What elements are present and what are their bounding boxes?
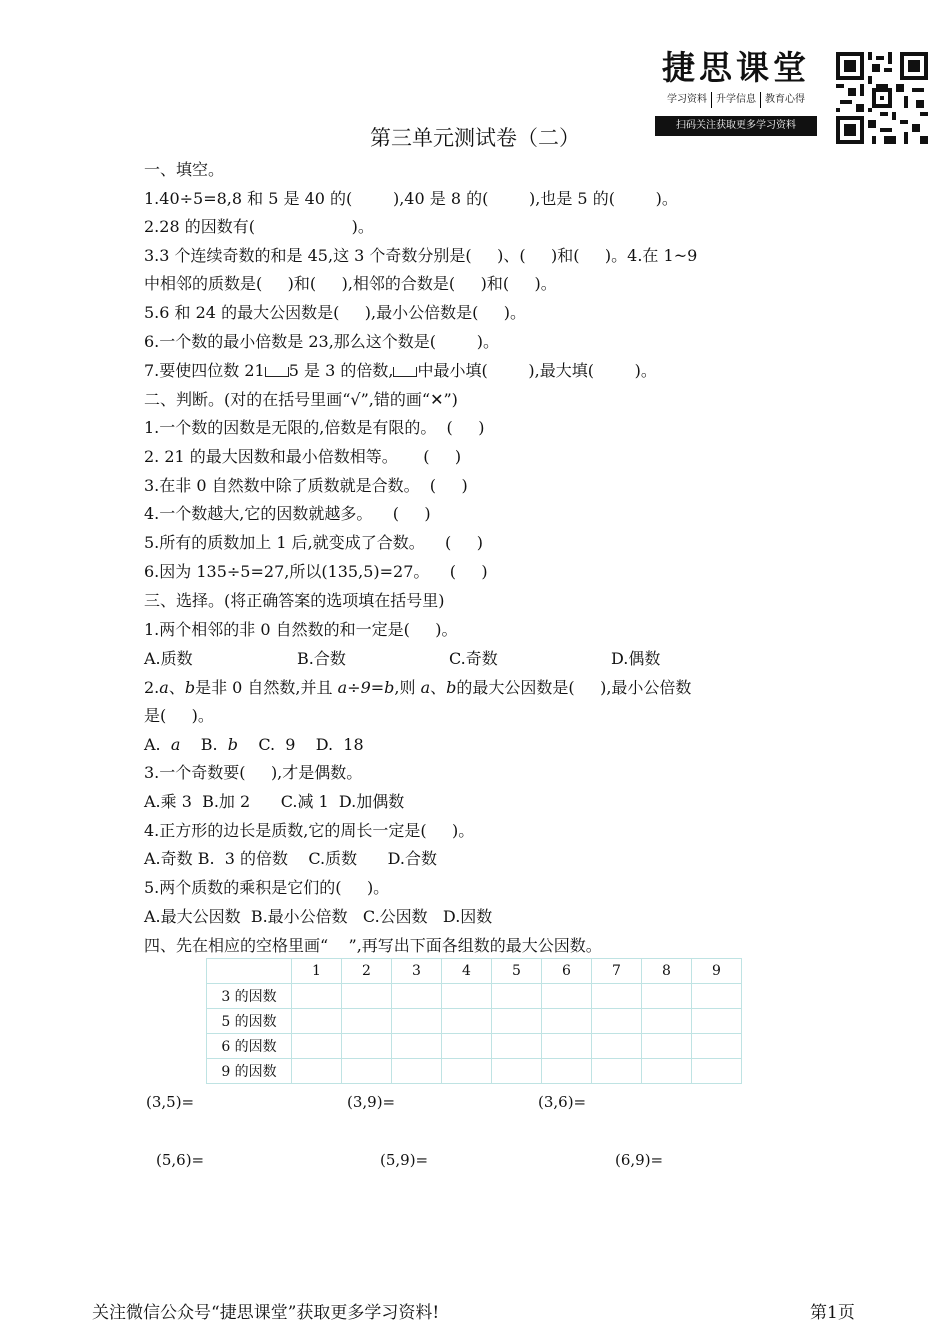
brand-tag: 学习资料 bbox=[667, 94, 707, 105]
brand-tags bbox=[655, 92, 817, 108]
answer-cell[interactable] bbox=[292, 984, 342, 1009]
question-text: 4.正方形的边长是质数,它的周长一定是( )。 bbox=[144, 821, 475, 840]
question-part: 2. bbox=[144, 678, 160, 697]
answer-cell[interactable] bbox=[392, 984, 442, 1009]
answer-cell[interactable] bbox=[342, 984, 392, 1009]
column-header: 3 bbox=[392, 959, 442, 984]
answer-cell[interactable] bbox=[442, 984, 492, 1009]
variable-b: b bbox=[184, 678, 196, 697]
option-label: C. 9 D. 18 bbox=[258, 735, 364, 754]
expression: a÷9=b bbox=[337, 678, 395, 697]
answer-cell[interactable] bbox=[442, 1009, 492, 1034]
column-header: 9 bbox=[692, 959, 742, 984]
question-text: 5.6 和 24 的最大公因数是( ),最小公倍数是( )。 bbox=[144, 303, 526, 322]
brand-slogan: 扫码关注获取更多学习资料 bbox=[655, 116, 817, 136]
gcd-answer: (5,6)= bbox=[156, 1151, 205, 1169]
brand-title: 捷思课堂 bbox=[662, 48, 810, 87]
options-row: A.最大公因数 B.最小公倍数 C.公因数 D.因数 bbox=[144, 907, 493, 926]
row-label: 5 的因数 bbox=[207, 1009, 292, 1034]
answer-cell[interactable] bbox=[642, 1059, 692, 1084]
table-corner bbox=[207, 959, 292, 984]
question-text: 6.因为 135÷5=27,所以(135,5)=27。 ( ) bbox=[144, 562, 488, 581]
column-header: 2 bbox=[342, 959, 392, 984]
gcd-answer: (3,5)= bbox=[146, 1093, 195, 1111]
variable-b: b bbox=[227, 735, 238, 754]
answer-cell[interactable] bbox=[342, 1059, 392, 1084]
question-part: 的最大公因数是( ),最小公倍数 bbox=[456, 678, 692, 697]
variable-b: b bbox=[446, 678, 457, 697]
answer-cell[interactable] bbox=[692, 1059, 742, 1084]
answer-cell[interactable] bbox=[642, 1034, 692, 1059]
question-text: 是( )。 bbox=[144, 706, 214, 725]
question-text bbox=[144, 677, 691, 699]
answer-cell[interactable] bbox=[542, 1009, 592, 1034]
option-c: C.奇数 bbox=[449, 649, 498, 668]
section-heading: 四、先在相应的空格里画“ ”,再写出下面各组数的最大公因数。 bbox=[144, 936, 602, 955]
options-row bbox=[144, 734, 364, 756]
question-text: 5.两个质数的乘积是它们的( )。 bbox=[144, 878, 390, 897]
column-header: 7 bbox=[592, 959, 642, 984]
column-header: 4 bbox=[442, 959, 492, 984]
answer-cell[interactable] bbox=[692, 1034, 742, 1059]
question-text bbox=[144, 360, 657, 382]
answer-cell[interactable] bbox=[292, 1009, 342, 1034]
digit-blank bbox=[265, 367, 289, 377]
section-heading: 三、选择。(将正确答案的选项填在括号里) bbox=[144, 591, 445, 610]
answer-cell[interactable] bbox=[592, 1009, 642, 1034]
answer-cell[interactable] bbox=[542, 984, 592, 1009]
option-b: B.合数 bbox=[297, 649, 346, 668]
answer-cell[interactable] bbox=[592, 1059, 642, 1084]
option-label: B. bbox=[200, 735, 218, 754]
section-heading: 一、填空。 bbox=[144, 160, 225, 179]
variable-a: a bbox=[159, 678, 169, 697]
row-label: 6 的因数 bbox=[207, 1034, 292, 1059]
answer-cell[interactable] bbox=[592, 984, 642, 1009]
column-header: 5 bbox=[492, 959, 542, 984]
answer-cell[interactable] bbox=[492, 984, 542, 1009]
question-part: 、 bbox=[430, 678, 447, 697]
row-label: 3 的因数 bbox=[207, 984, 292, 1009]
variable-a: a bbox=[170, 735, 181, 754]
question-part: 是非 0 自然数,并且 bbox=[195, 678, 333, 697]
question-text: 6.一个数的最小倍数是 23,那么这个数是( )。 bbox=[144, 332, 499, 351]
question-text: 5.所有的质数加上 1 后,就变成了合数。 ( ) bbox=[144, 533, 483, 552]
table-row bbox=[207, 1034, 742, 1059]
question-text: 2. 21 的最大因数和最小倍数相等。 ( ) bbox=[144, 447, 462, 466]
gcd-answer: (3,9)= bbox=[347, 1093, 396, 1111]
question-part: 、 bbox=[168, 678, 185, 697]
digit-blank bbox=[393, 367, 417, 377]
answer-cell[interactable] bbox=[592, 1034, 642, 1059]
brand-block bbox=[655, 48, 817, 136]
gcd-answer: (6,9)= bbox=[615, 1151, 664, 1169]
answer-cell[interactable] bbox=[392, 1034, 442, 1059]
answer-cell[interactable] bbox=[442, 1059, 492, 1084]
question-text: 4.一个数越大,它的因数就越多。 ( ) bbox=[144, 504, 431, 523]
answer-cell[interactable] bbox=[692, 984, 742, 1009]
answer-cell[interactable] bbox=[342, 1009, 392, 1034]
answer-cell[interactable] bbox=[392, 1009, 442, 1034]
table-row bbox=[207, 1059, 742, 1084]
question-part: 7.要使四位数 21 bbox=[144, 361, 265, 380]
answer-cell[interactable] bbox=[692, 1009, 742, 1034]
answer-cell[interactable] bbox=[492, 1059, 542, 1084]
page-title: 第三单元测试卷（二） bbox=[370, 126, 580, 150]
question-text: 1.40÷5=8,8 和 5 是 40 的( ),40 是 8 的( ),也是 5 的( )。 bbox=[144, 189, 678, 208]
table-header-row bbox=[207, 959, 742, 984]
answer-cell[interactable] bbox=[292, 1059, 342, 1084]
option-label: A. bbox=[144, 735, 161, 754]
question-text: 3.3 个连续奇数的和是 45,这 3 个奇数分别是( )、( )和( )。4.在 1~9 bbox=[144, 246, 698, 265]
answer-cell[interactable] bbox=[642, 1009, 692, 1034]
question-part: ,则 bbox=[394, 678, 416, 697]
column-header: 1 bbox=[292, 959, 342, 984]
question-part: 中最小填( ),最大填( )。 bbox=[417, 361, 657, 380]
section-heading: 二、判断。(对的在括号里画“√”,错的画“✕”) bbox=[144, 390, 458, 409]
table-row bbox=[207, 1009, 742, 1034]
table-row bbox=[207, 984, 742, 1009]
option-d: D.偶数 bbox=[611, 649, 661, 668]
question-text: 3.在非 0 自然数中除了质数就是合数。 ( ) bbox=[144, 476, 468, 495]
question-text: 2.28 的因数有( )。 bbox=[144, 217, 374, 236]
answer-cell[interactable] bbox=[492, 1034, 542, 1059]
column-header: 8 bbox=[642, 959, 692, 984]
answer-cell[interactable] bbox=[292, 1034, 342, 1059]
brand-tag: 升学信息 bbox=[711, 92, 760, 108]
question-text: 1.一个数的因数是无限的,倍数是有限的。 ( ) bbox=[144, 418, 485, 437]
option-a: A.质数 bbox=[144, 649, 193, 668]
answer-cell[interactable] bbox=[442, 1034, 492, 1059]
question-text: 1.两个相邻的非 0 自然数的和一定是( )。 bbox=[144, 620, 458, 639]
question-text: 3.一个奇数要( ),才是偶数。 bbox=[144, 763, 363, 782]
options-row: A.奇数 B. 3 的倍数 C.质数 D.合数 bbox=[144, 849, 437, 868]
answer-cell[interactable] bbox=[492, 1009, 542, 1034]
footer-note: 关注微信公众号“捷思课堂”获取更多学习资料! bbox=[92, 1303, 440, 1323]
variable-a: a bbox=[420, 678, 431, 697]
factor-table bbox=[206, 958, 742, 1084]
answer-cell[interactable] bbox=[542, 1034, 592, 1059]
brand-tag: 教育心得 bbox=[760, 92, 809, 108]
gcd-answer: (3,6)= bbox=[538, 1093, 587, 1111]
row-label: 9 的因数 bbox=[207, 1059, 292, 1084]
answer-cell[interactable] bbox=[392, 1059, 442, 1084]
gcd-answer: (5,9)= bbox=[380, 1151, 429, 1169]
question-part: 5 是 3 的倍数, bbox=[288, 361, 394, 380]
question-text: 中相邻的质数是( )和( ),相邻的合数是( )和( )。 bbox=[144, 274, 557, 293]
answer-cell[interactable] bbox=[342, 1034, 392, 1059]
answer-cell[interactable] bbox=[642, 984, 692, 1009]
options-row: A.乘 3 B.加 2 C.减 1 D.加偶数 bbox=[144, 792, 405, 811]
column-header: 6 bbox=[542, 959, 592, 984]
answer-cell[interactable] bbox=[542, 1059, 592, 1084]
page-number: 第1页 bbox=[810, 1303, 855, 1323]
